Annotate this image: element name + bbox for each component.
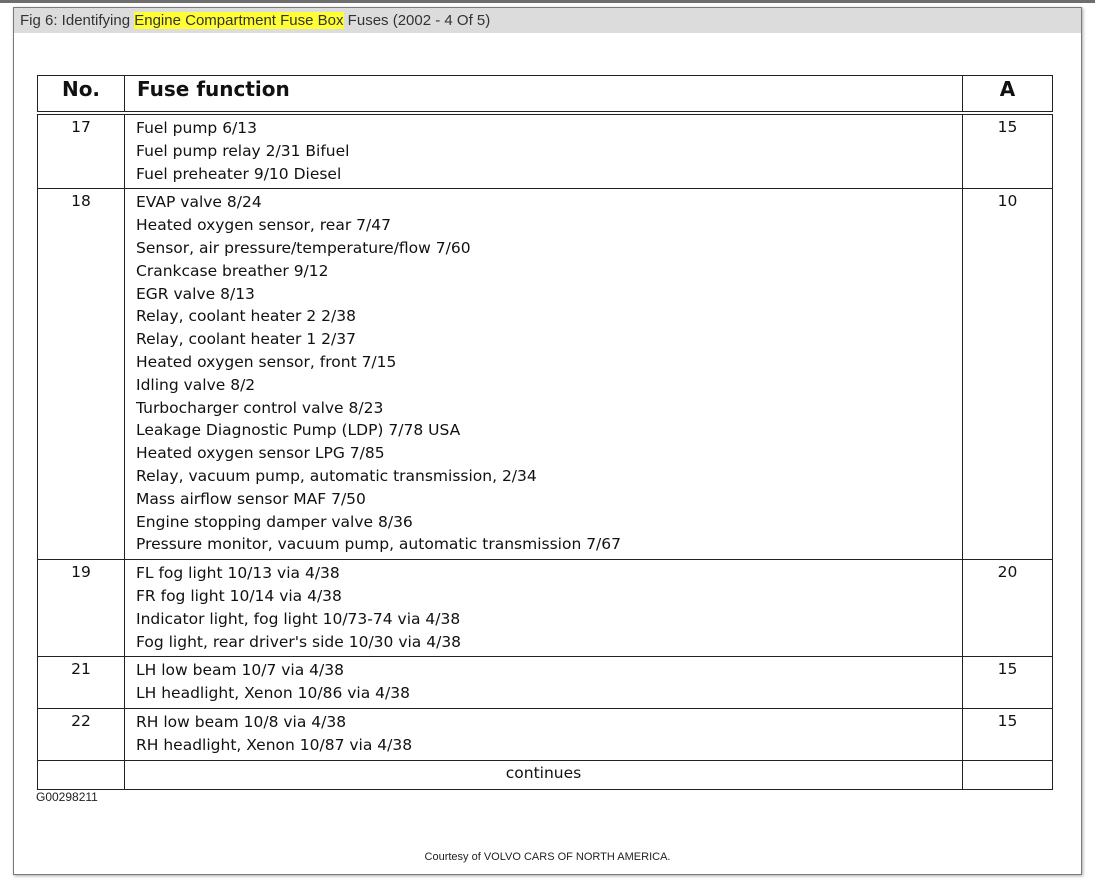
fuse-number: 19 <box>38 560 125 657</box>
fuse-function-cell <box>125 189 963 560</box>
fuse-function-line: Heated oxygen sensor LPG 7/85 <box>136 444 385 463</box>
fuse-function-line: Relay, coolant heater 1 2/37 <box>136 330 356 349</box>
fuse-table <box>37 75 1053 790</box>
fuse-function-line: EGR valve 8/13 <box>136 284 255 303</box>
table-header-row <box>38 76 1053 114</box>
fuse-function-line: Heated oxygen sensor, front 7/15 <box>136 352 397 371</box>
fuse-amperage: 10 <box>963 189 1053 560</box>
fuse-function-cell <box>125 708 963 760</box>
fuse-function-line: RH headlight, Xenon 10/87 via 4/38 <box>136 735 413 754</box>
fuse-number: 22 <box>38 708 125 760</box>
fuse-function-line: Leakage Diagnostic Pump (LDP) 7/78 USA <box>136 421 461 440</box>
continues-row <box>38 760 1053 789</box>
fuse-number: 21 <box>38 657 125 709</box>
fuse-function-line: Fuel pump relay 2/31 Bifuel <box>136 141 350 160</box>
fuse-function-line: Fog light, rear driver's side 10/30 via 4/38 <box>136 632 462 651</box>
continues-empty-right <box>963 760 1053 789</box>
figure-frame <box>13 7 1082 875</box>
fuse-function-line: RH low beam 10/8 via 4/38 <box>136 712 347 731</box>
window-top-border <box>0 0 1095 3</box>
fuse-function-line: Idling valve 8/2 <box>136 375 256 394</box>
continues-label: continues <box>125 760 963 789</box>
fuse-function-line: Indicator light, fog light 10/73-74 via 4/38 <box>136 609 461 628</box>
fuse-function-line: LH headlight, Xenon 10/86 via 4/38 <box>136 684 410 703</box>
fuse-function-line: Crankcase breather 9/12 <box>136 261 329 280</box>
fuse-function-line: Turbocharger control valve 8/23 <box>136 398 384 417</box>
fuse-function-line: Relay, vacuum pump, automatic transmission, 2/34 <box>136 466 537 485</box>
fuse-function-line: FR fog light 10/14 via 4/38 <box>136 586 342 605</box>
fuse-amperage: 15 <box>963 113 1053 189</box>
fuse-function-line: Fuel pump 6/13 <box>136 119 257 137</box>
figure-code: G00298211 <box>36 790 98 804</box>
fuse-function-line: Pressure monitor, vacuum pump, automatic transmission 7/67 <box>136 535 621 554</box>
fuse-amperage: 20 <box>963 560 1053 657</box>
fuse-function-line: Mass airflow sensor MAF 7/50 <box>136 489 366 508</box>
fuse-function-line: Relay, coolant heater 2 2/38 <box>136 307 356 326</box>
table-row <box>38 113 1053 189</box>
header-amp: A <box>963 76 1053 114</box>
fuse-table-body <box>38 113 1053 760</box>
fuse-function-line: Heated oxygen sensor, rear 7/47 <box>136 216 391 235</box>
caption-suffix: Fuses (2002 - 4 Of 5) <box>343 12 491 29</box>
fuse-amperage: 15 <box>963 708 1053 760</box>
fuse-function-line: Engine stopping damper valve 8/36 <box>136 512 413 531</box>
fuse-function-cell <box>125 560 963 657</box>
header-function: Fuse function <box>125 76 963 114</box>
fuse-function-line: LH low beam 10/7 via 4/38 <box>136 661 344 680</box>
fuse-function-line: EVAP valve 8/24 <box>136 193 262 212</box>
fuse-function-line: Fuel preheater 9/10 Diesel <box>136 164 342 183</box>
table-row <box>38 189 1053 560</box>
header-no: No. <box>38 76 125 114</box>
caption-prefix: Fig 6: Identifying <box>20 12 135 29</box>
fuse-number: 18 <box>38 189 125 560</box>
continues-empty-left <box>38 760 125 789</box>
table-row <box>38 708 1053 760</box>
figure-caption <box>14 8 1081 33</box>
fuse-amperage: 15 <box>963 657 1053 709</box>
fuse-number: 17 <box>38 113 125 189</box>
fuse-function-line: FL fog light 10/13 via 4/38 <box>136 564 340 583</box>
fuse-function-cell <box>125 113 963 189</box>
fuse-function-line: Sensor, air pressure/temperature/flow 7/60 <box>136 238 471 257</box>
courtesy-note: Courtesy of VOLVO CARS OF NORTH AMERICA. <box>424 851 671 863</box>
table-row <box>38 560 1053 657</box>
caption-highlight: Engine Compartment Fuse Box <box>134 12 344 29</box>
table-row <box>38 657 1053 709</box>
fuse-function-cell <box>125 657 963 709</box>
